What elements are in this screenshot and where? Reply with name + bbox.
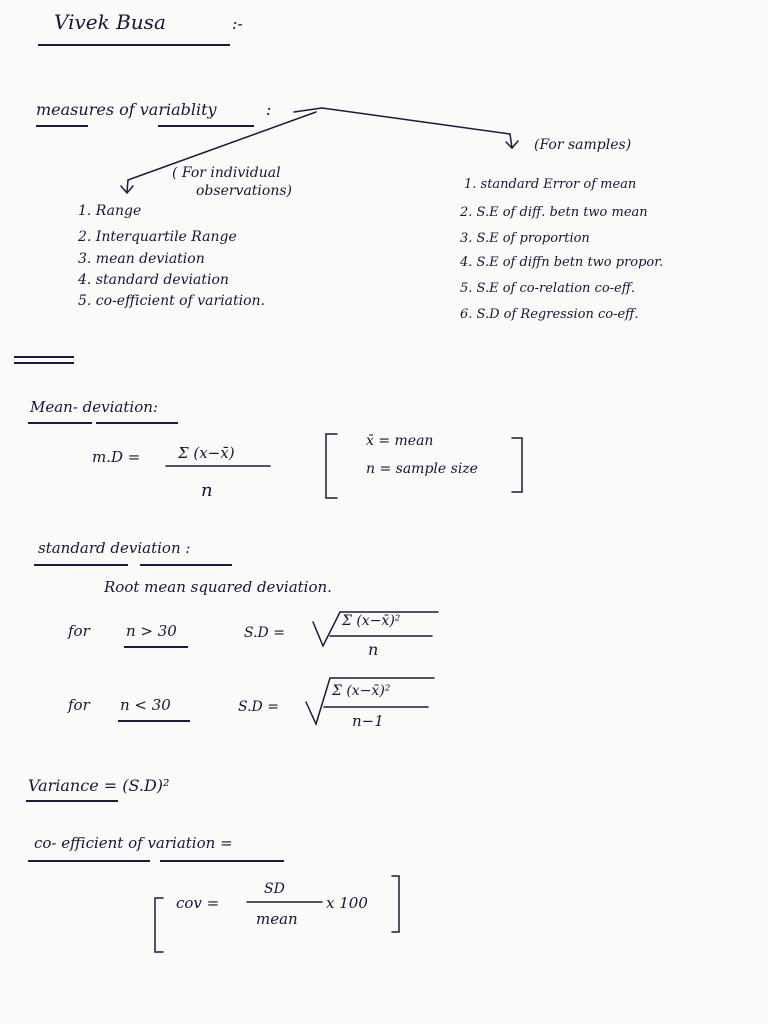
list-item: 4. standard deviation	[78, 272, 229, 288]
sd-underline-2	[140, 564, 232, 566]
sd-case1-denominator: n	[368, 640, 379, 659]
list-item: 6. S.D of Regression co-eff.	[460, 307, 639, 322]
list-item: 1. Range	[78, 203, 142, 219]
sd-case2-lhs: S.D =	[238, 699, 279, 715]
list-item: 2. S.E of diff. betn two mean	[460, 205, 648, 220]
header-suffix: :-	[232, 14, 243, 33]
sd-case1-for: for	[68, 622, 90, 640]
cov-underline-2	[160, 860, 284, 862]
cov-lhs: cov =	[176, 894, 220, 912]
mean-deviation-underline-1	[28, 422, 92, 424]
variance-underline	[26, 800, 118, 802]
sd-case1-numerator: Σ (x−x̄)²	[342, 613, 401, 629]
cov-numerator: SD	[264, 881, 285, 897]
sd-case2-for: for	[68, 696, 90, 714]
individual-note-line1: ( For individual	[172, 165, 281, 181]
sd-definition: Root mean squared deviation.	[104, 578, 332, 596]
list-item: 2. Interquartile Range	[78, 229, 237, 245]
md-denominator: n	[201, 480, 213, 501]
list-item: 1. standard Error of mean	[464, 177, 637, 192]
sd-case2-condition: n < 30	[120, 696, 171, 714]
md-legend-mean: x̄ = mean	[366, 433, 434, 449]
sd-case2-cond-underline	[118, 720, 190, 722]
variability-heading: measures of variablity	[36, 100, 217, 119]
sd-case2-numerator: Σ (x−x̄)²	[332, 683, 391, 699]
list-item: 5. S.E of co-relation co-eff.	[460, 281, 636, 296]
sd-case1-condition: n > 30	[126, 622, 177, 640]
md-numerator: Σ (x−x̄)	[178, 444, 235, 462]
author-name: Vivek Busa	[54, 10, 166, 34]
md-legend-sample-size: n = sample size	[366, 461, 478, 477]
sd-case1-cond-underline	[124, 646, 188, 648]
list-item: 4. S.E of diffn betn two propor.	[460, 255, 664, 270]
cov-heading: co- efficient of variation =	[34, 834, 233, 852]
section-divider-bottom	[14, 362, 74, 364]
sd-underline-1	[34, 564, 128, 566]
cov-underline-1	[28, 860, 150, 862]
list-item: 3. mean deviation	[78, 251, 205, 267]
samples-note: (For samples)	[534, 137, 632, 153]
variability-colon: :	[266, 100, 272, 119]
sd-heading: standard deviation :	[38, 539, 191, 557]
list-item: 5. co-efficient of variation.	[78, 293, 266, 309]
section-divider-top	[14, 356, 74, 358]
variance-formula: Variance = (S.D)²	[28, 776, 170, 795]
sd-case1-lhs: S.D =	[244, 625, 285, 641]
mean-deviation-underline-2	[96, 422, 178, 424]
cov-multiplier: x 100	[326, 894, 368, 912]
cov-denominator: mean	[256, 910, 298, 928]
sd-case2-denominator: n−1	[352, 712, 384, 730]
individual-note-line2: observations)	[196, 183, 293, 199]
md-formula-lhs: m.D =	[92, 448, 141, 466]
list-item: 3. S.E of proportion	[460, 231, 590, 246]
mean-deviation-heading: Mean- deviation:	[30, 398, 158, 416]
